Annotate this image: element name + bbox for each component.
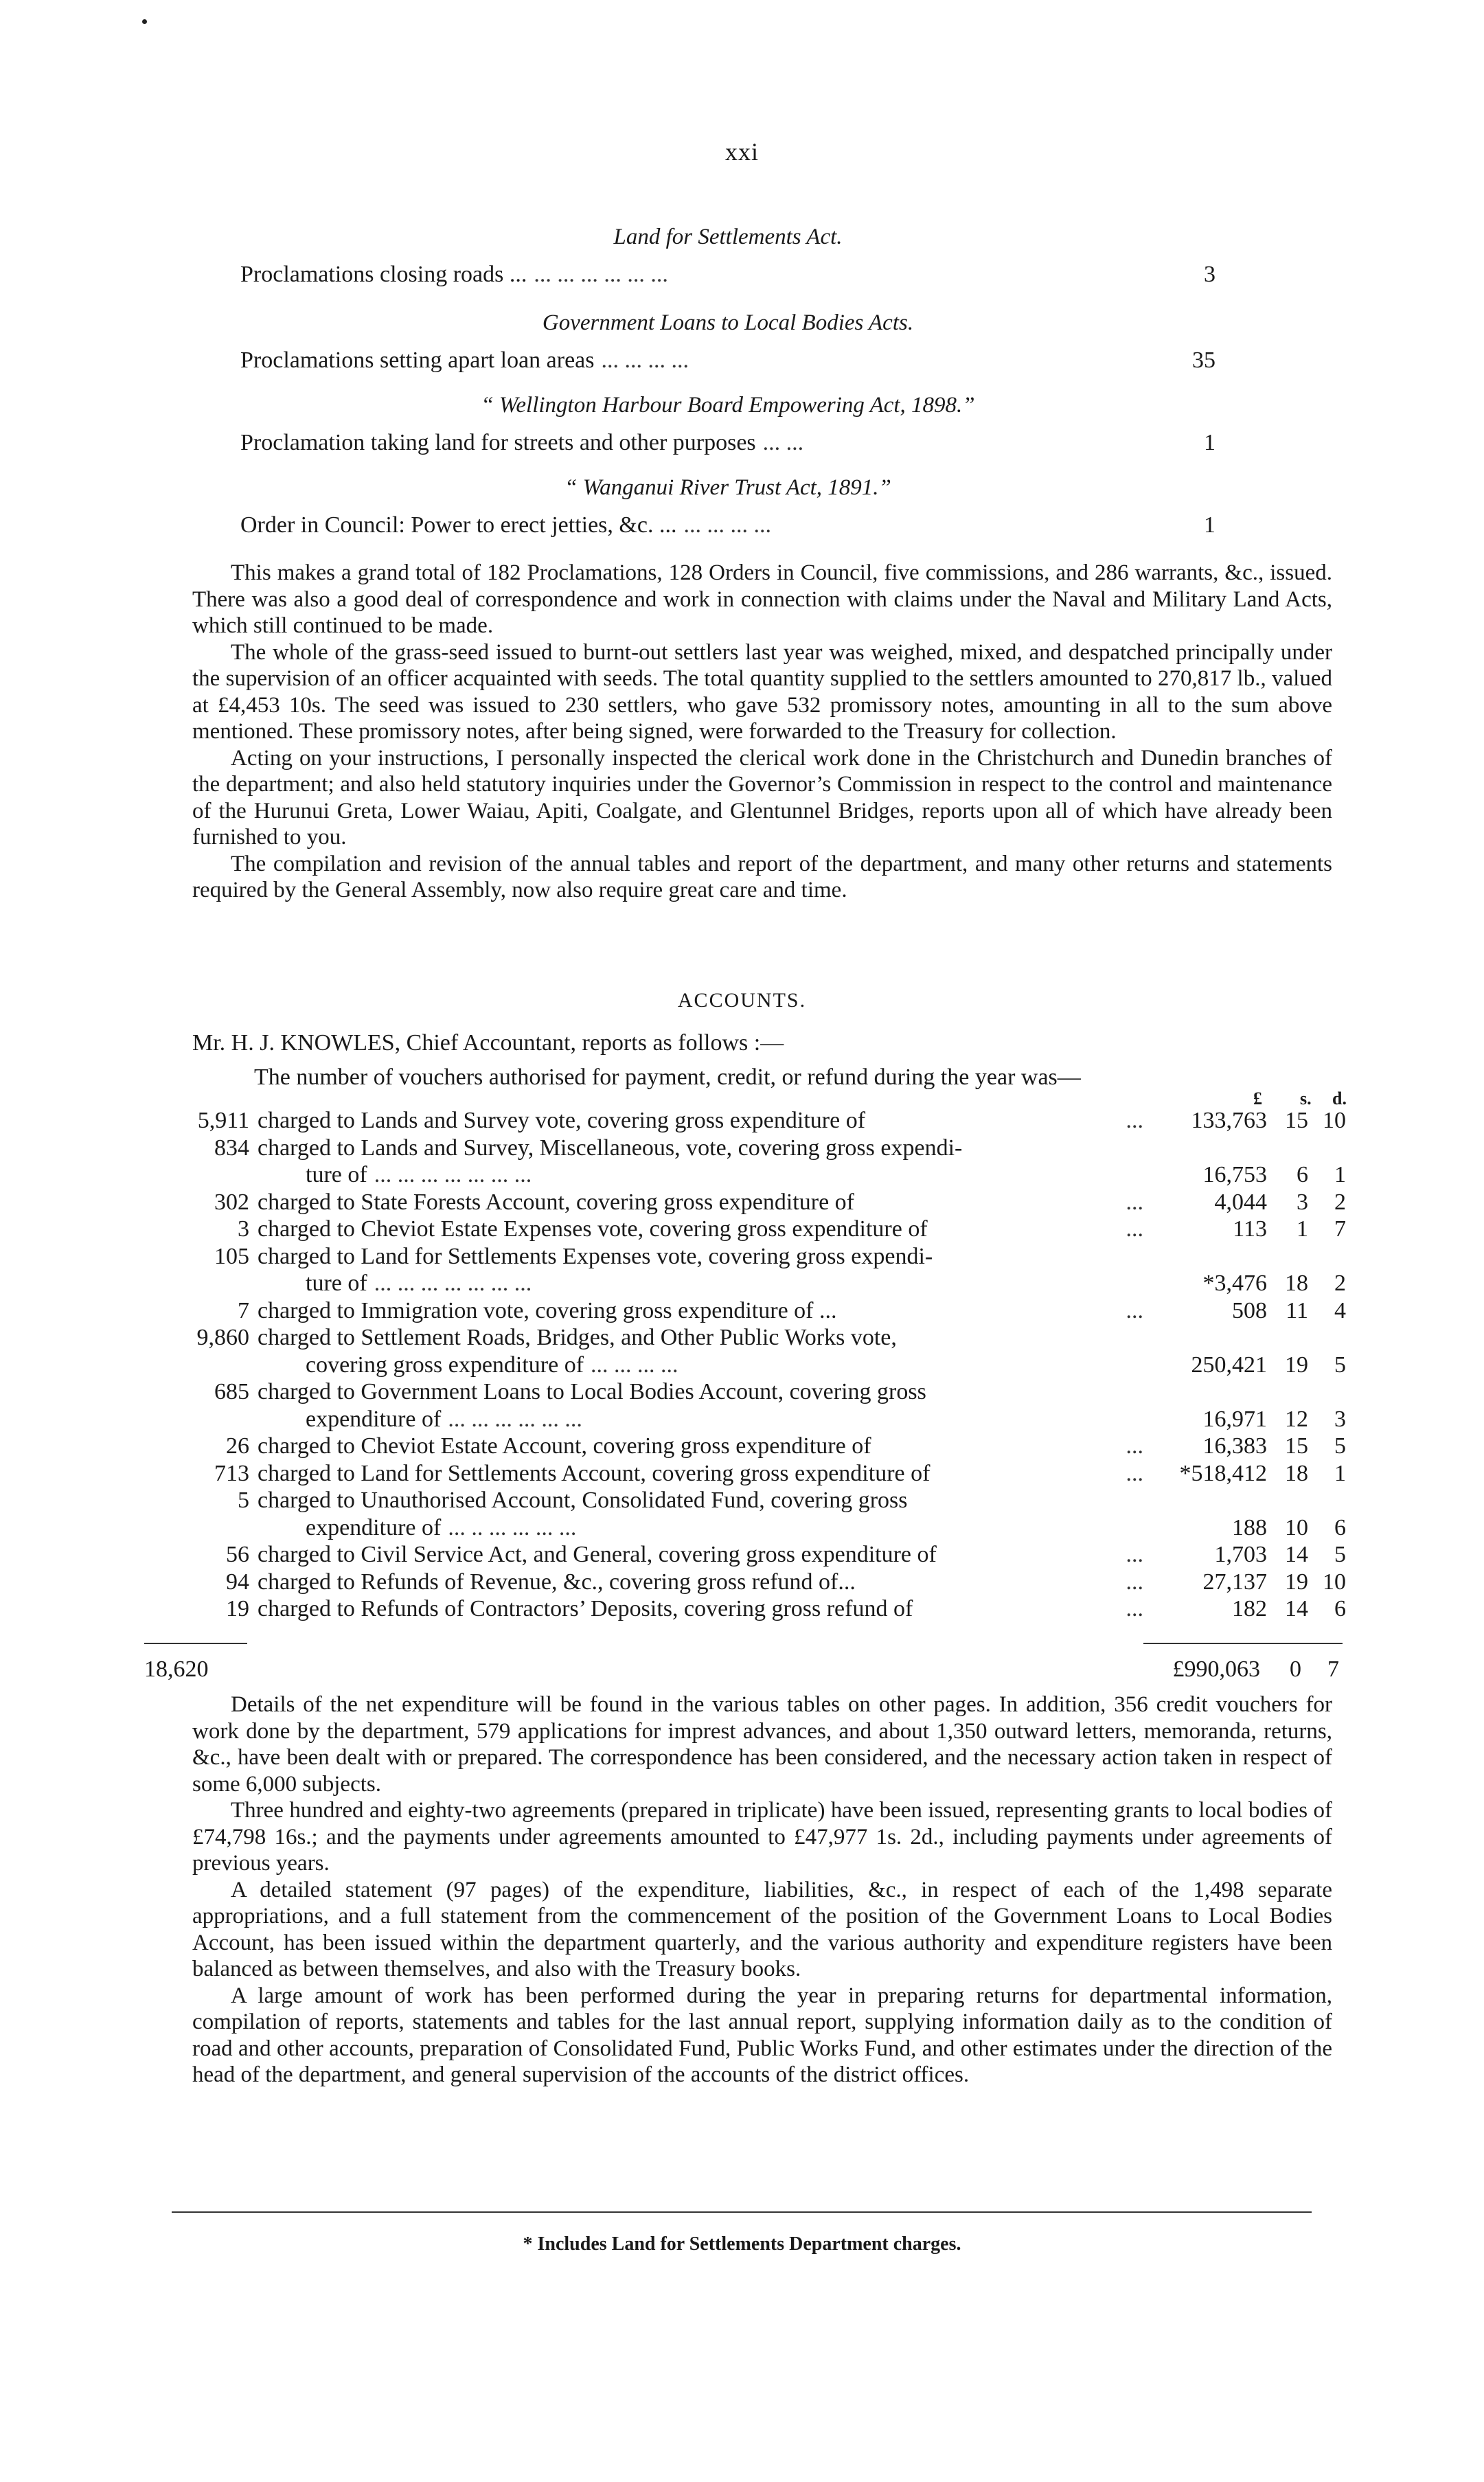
voucher-count: 56 (226, 1542, 249, 1567)
voucher-count: 26 (226, 1433, 249, 1459)
voucher-shillings: 12 (1285, 1406, 1308, 1432)
body-text-top (192, 560, 1332, 904)
footnote-rule (172, 2211, 1312, 2213)
stray-mark (142, 19, 147, 24)
pence-header: d. (1332, 1089, 1347, 1108)
paragraph: Details of the net expenditure will be found in the various tables on other pages. In addition, 356 credit vouchers for work done by the department, 579 applications for imprest advances, and about 1,350 outward letters, memoranda, returns, &c., have been dealt with or prepared. The correspondence has been considered, and the necessary action taken in respect of some 6,000 subjects. (192, 1692, 1332, 1797)
voucher-pounds: 188 (1232, 1514, 1267, 1540)
voucher-count: 94 (226, 1569, 249, 1595)
voucher-count: 7 (238, 1297, 249, 1323)
act-entry-count: 1 (1204, 512, 1215, 538)
table-row (120, 1460, 1349, 1488)
total-pounds: £990,063 (1172, 1656, 1260, 1682)
voucher-description: charged to Refunds of Contractors’ Deposits, covering gross refund of ... (258, 1596, 1143, 1621)
table-row (120, 1595, 1349, 1623)
table-row (120, 1135, 1349, 1189)
table-row (120, 1541, 1349, 1569)
voucher-shillings: 6 (1297, 1162, 1308, 1187)
total-amount-rule (1143, 1643, 1343, 1644)
voucher-pence: 3 (1334, 1406, 1346, 1432)
voucher-count: 5 (238, 1488, 249, 1513)
voucher-count: 5,911 (197, 1108, 249, 1133)
voucher-description: charged to Unauthorised Account, Consolidated Fund, covering gross expenditure of ... .. ... ... ... ... (258, 1488, 908, 1540)
voucher-pence: 5 (1334, 1542, 1346, 1567)
voucher-description: charged to Settlement Roads, Bridges, and Other Public Works vote, covering gross expenditure of ... ... ... ... (258, 1325, 897, 1378)
voucher-pence: 2 (1334, 1271, 1346, 1296)
table-row (120, 1189, 1349, 1216)
total-shillings: 0 (1290, 1656, 1301, 1682)
voucher-count: 685 (214, 1379, 249, 1404)
voucher-pence: 1 (1334, 1460, 1346, 1486)
voucher-description: charged to Lands and Survey vote, covering gross expenditure of ... (258, 1108, 1143, 1133)
voucher-pence: 10 (1323, 1108, 1346, 1133)
act-entry-label: Order in Council: Power to erect jetties, &c. ... (240, 512, 677, 538)
voucher-shillings: 18 (1285, 1271, 1308, 1296)
dot-leader: ... ... ... ... ... ... (534, 262, 668, 287)
total-voucher-count: 18,620 (144, 1656, 209, 1682)
table-row (120, 1324, 1349, 1378)
body-text-bottom (192, 1692, 1332, 2088)
paragraph: The whole of the grass-seed issued to burnt-out settlers last year was weighed, mixed, and despatched principally under the supervision of an officer acquainted with seeds. The total quantity supplied to the settlers amounted to 270,817 lb., valued at £4,453 10s. The seed was issued to 230 settlers, who gave 532 promissory notes, amounting in all to the sum above mentioned. These promissory notes, after being signed, were forwarded to the Treasury for collection. (192, 639, 1332, 744)
voucher-pence: 4 (1334, 1297, 1346, 1323)
act-title: “ Wellington Harbour Board Empowering Act, 1898.” (481, 393, 975, 418)
total-pence: 7 (1327, 1656, 1339, 1682)
voucher-description: charged to Land for Settlements Account, covering gross expenditure of ... (258, 1460, 1143, 1486)
voucher-shillings: 19 (1285, 1352, 1308, 1378)
table-row (120, 1243, 1349, 1297)
table-row (120, 1297, 1349, 1325)
dot-leader: ... ... (762, 430, 804, 455)
voucher-count: 302 (214, 1189, 249, 1215)
voucher-pounds: 113 (1233, 1216, 1267, 1242)
voucher-pounds: *518,412 (1179, 1460, 1267, 1486)
voucher-pounds: 133,763 (1191, 1108, 1267, 1133)
voucher-shillings: 19 (1285, 1569, 1308, 1595)
voucher-pence: 7 (1334, 1216, 1346, 1242)
voucher-pounds: 250,421 (1191, 1352, 1267, 1378)
dot-leader: ... ... ... ... (601, 348, 689, 373)
paragraph: Acting on your instructions, I personally inspected the clerical work done in the Christchurch and Dunedin branches of the department; and also held statutory inquiries under the Governor’s Commission in respect to the control and maintenance of the Hurunui Greta, Lower Waiau, Apiti, Coalgate, and Glentunnel Bridges, reports upon all of which have already been furnished to you. (192, 745, 1332, 850)
act-title: Land for Settlements Act. (613, 225, 843, 249)
voucher-shillings: 1 (1297, 1216, 1308, 1242)
paragraph: The compilation and revision of the annual tables and report of the department, and many other returns and statements required by the General Assembly, now also require great care and time. (192, 851, 1332, 902)
voucher-pounds: 16,753 (1202, 1162, 1267, 1187)
voucher-shillings: 3 (1297, 1189, 1308, 1215)
voucher-description: charged to Land for Settlements Expenses vote, covering gross expendi- ture of ... ... ... ... ... ... ... (258, 1243, 933, 1296)
act-entry-count: 1 (1204, 430, 1215, 455)
voucher-shillings: 18 (1285, 1460, 1308, 1486)
table-row (120, 1433, 1349, 1460)
act-entry (240, 422, 1215, 464)
act-entry-label: Proclamations closing roads ... (240, 262, 527, 287)
act-entry-count: 3 (1204, 262, 1215, 287)
paragraph: This makes a grand total of 182 Proclamations, 128 Orders in Council, five commissions, and 286 warrants, &c., issued. There was also a good deal of correspondence and work in connection with claims under the Naval and Military Land Acts, which still continued to be made. (192, 560, 1332, 638)
voucher-description: charged to Cheviot Estate Expenses vote, covering gross expenditure of ... (258, 1216, 1143, 1242)
voucher-pounds: 1,703 (1214, 1542, 1267, 1567)
voucher-pence: 6 (1334, 1514, 1346, 1540)
voucher-count: 19 (226, 1596, 249, 1621)
dot-leader: ... ... ... ... (683, 512, 771, 538)
table-row (120, 1487, 1349, 1541)
voucher-shillings: 10 (1285, 1514, 1308, 1540)
voucher-pence: 5 (1334, 1352, 1346, 1378)
voucher-pence: 2 (1334, 1189, 1346, 1215)
table-row (120, 1569, 1349, 1596)
voucher-description: charged to Lands and Survey, Miscellaneous, vote, covering gross expendi- ture of ... ... ... ... ... ... ... (258, 1135, 963, 1187)
voucher-pounds: 4,044 (1214, 1189, 1267, 1215)
voucher-description: charged to Government Loans to Local Bodies Account, covering gross expenditure of ... ... ... ... ... ... (258, 1379, 926, 1432)
vouchers-intro: The number of vouchers authorised for payment, credit, or refund during the year was— (254, 1064, 1081, 1090)
act-title: Government Loans to Local Bodies Acts. (542, 310, 914, 335)
act-section-wanganui-river (240, 470, 1215, 546)
voucher-count: 3 (238, 1216, 249, 1242)
voucher-description: charged to Cheviot Estate Account, covering gross expenditure of ... (258, 1433, 1143, 1459)
voucher-pence: 6 (1334, 1596, 1346, 1621)
voucher-description: charged to Civil Service Act, and General, covering gross expenditure of ... (258, 1542, 1143, 1567)
voucher-description: charged to Immigration vote, covering gross expenditure of ... ... (258, 1297, 1143, 1323)
voucher-pence: 5 (1334, 1433, 1346, 1459)
chief-accountant-line: Mr. H. J. KNOWLES, Chief Accountant, reports as follows :— (192, 1030, 784, 1056)
voucher-shillings: 14 (1285, 1542, 1308, 1567)
vouchers-table (120, 1107, 1349, 1623)
act-entry (240, 340, 1215, 381)
paragraph: A detailed statement (97 pages) of the expenditure, liabilities, &c., in respect of each of the 1,498 separate appropriations, and a full statement from the commencement of the position of the Government Loans to Local Bodies Account, has been issued within the department quarterly, and the various authority and expenditure registers have been balanced as between themselves, and also with the Treasury books. (192, 1877, 1332, 1981)
voucher-pounds: 16,383 (1202, 1433, 1267, 1459)
voucher-pence: 1 (1334, 1162, 1346, 1187)
total-count-rule (144, 1643, 247, 1644)
accounts-heading: ACCOUNTS. (677, 989, 807, 1012)
footnote: * Includes Land for Settlements Department charges. (523, 2233, 961, 2255)
voucher-pounds: *3,476 (1202, 1271, 1267, 1296)
voucher-description: charged to Refunds of Revenue, &c., covering gross refund of... ... (258, 1569, 1143, 1595)
paragraph: A large amount of work has been performed during the year in preparing returns for departmental information, compilation of reports, statements and tables for the last annual report, supplying information daily as to the condition of road and other accounts, preparation of Consolidated Fund, Public Works Fund, and other estimates under the direction of the head of the department, and general supervision of the accounts of the district offices. (192, 1983, 1332, 2087)
voucher-description: charged to State Forests Account, covering gross expenditure of ... (258, 1189, 1143, 1215)
act-entry (240, 254, 1215, 295)
voucher-count: 9,860 (196, 1325, 249, 1350)
act-section-land-settlements (240, 220, 1215, 295)
voucher-shillings: 15 (1285, 1108, 1308, 1133)
pounds-header: £ (1253, 1089, 1262, 1108)
voucher-shillings: 14 (1285, 1596, 1308, 1621)
table-row (120, 1107, 1349, 1135)
act-section-wellington-harbour (240, 388, 1215, 464)
table-row (120, 1378, 1349, 1433)
voucher-pounds: 16,971 (1202, 1406, 1267, 1432)
act-title: “ Wanganui River Trust Act, 1891.” (564, 475, 891, 500)
voucher-pounds: 27,137 (1202, 1569, 1267, 1595)
voucher-shillings: 11 (1286, 1297, 1308, 1323)
act-section-government-loans (240, 306, 1215, 381)
page-number: xxi (724, 138, 759, 166)
voucher-pounds: 182 (1232, 1596, 1267, 1621)
voucher-count: 834 (214, 1135, 249, 1161)
voucher-shillings: 15 (1285, 1433, 1308, 1459)
table-row (120, 1216, 1349, 1243)
voucher-pence: 10 (1323, 1569, 1346, 1595)
shillings-header: s. (1300, 1089, 1312, 1108)
voucher-count: 105 (214, 1243, 249, 1269)
voucher-pounds: 508 (1232, 1297, 1267, 1323)
act-entry-label: Proclamations setting apart loan areas (240, 348, 595, 373)
act-entry-count: 35 (1192, 348, 1215, 373)
paragraph: Three hundred and eighty-two agreements (prepared in triplicate) have been issued, representing grants to local bodies of £74,798 16s.; and the payments under agreements amounted to £47,977 1s. 2d., including payments under agreements of previous years. (192, 1798, 1332, 1876)
act-entry-label: Proclamation taking land for streets and other purposes (240, 430, 756, 455)
voucher-count: 713 (214, 1460, 249, 1486)
act-entry (240, 505, 1215, 546)
